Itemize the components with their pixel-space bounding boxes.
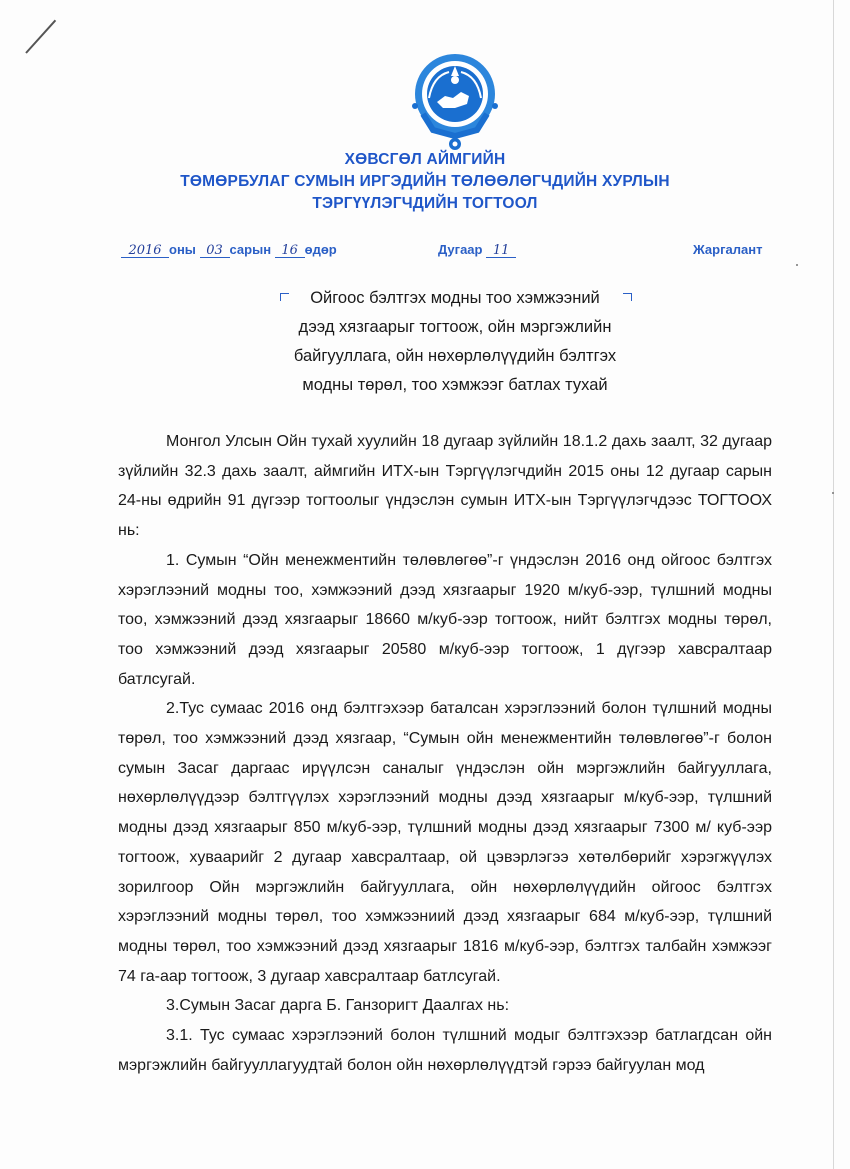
- header-line-aimag: ХӨВСГӨЛ АЙМГИЙН: [344, 151, 506, 168]
- speck: [796, 264, 798, 266]
- number-field: [438, 242, 516, 258]
- year-label: оны: [169, 242, 196, 257]
- resolution-subject: [275, 284, 635, 400]
- preamble-paragraph: Монгол Улсын Ойн тухай хуулийн 18 дугаар зүйлийн 18.1.2 дахь заалт, 32 дугаар зүйлийн 32.3 дахь заалт, аймгийн ИТХ-ын Тэргүүлэгчдийн 2015 оны 12 дугаар сарын 24-ны өдрийн 91 дүгээр тогтоолыг үндэслэн сумын ИТХ-ын Тэргүүлэгчдээс ТОГТООХ нь:: [118, 433, 772, 540]
- subject-line: Ойгоос бэлтгэх модны тоо хэмжээний: [310, 289, 600, 307]
- clause-2-paragraph: 2.Тус сумаас 2016 онд бэлтгэхээр баталсан хэрэглээний болон түлшний модны төрөл, тоо хэмжээний дээд хязгаар, “Сумын ойн менежментийн төлөвлөгөө”-г болон сумын Засаг даргаас ирүүлсэн саналыг үндэслэн ойн мэргэжлийн байгууллага, нөхөрлөлүүдээр бэлтгүүлэх хэрэглээний модны дээд хязгаарыг м/куб-ээр, түлшний модны дээд хязгаарыг 850 м/куб-ээр, түлшний модны дээд хязгаарыг 7300 м/ куб-ээр тогтоож, хуваарийг 2 дугаар хавсралтаар, ой цэвэрлэгээ хөтөлбөрийг хэрэгжүүлэх зорилгоор Ойн мэргэжлийн байгууллага, ойн нөхөрлөлүүдийн ойгоос бэлтгэх хэрэглээний модны төрөл, тоо хэмжээниий дээд хязгаарыг 684 м/куб-ээр, түлшний модны төрөл, тоо хэмжээний дээд хязгаарыг 1816 м/куб-ээр, бэлтгэх талбайн хэмжээг 74 га-аар тогтоож, 3 дугаар хавсралтаар батлсугай.: [118, 700, 772, 985]
- speck: [832, 492, 834, 494]
- place-name: Жаргалант: [693, 242, 763, 257]
- clause-1-paragraph: 1. Сумын “Ойн менежментийн төлөвлөгөө”-г үндэслэн 2016 онд ойгоос бэлтгэх хэрэглээний модны тоо, хэмжээний дээд хязгаарыг 1920 м/куб-ээр, түлшний модны тоо, хэмжээний дээд хязгаарыг 18660 м/куб-ээр тогтоож, нийт бэлтгэх модны төрөл, тоо хэмжээний дээд хязгаарыг 20580 м/куб-ээр тогтоож, 1 дүгээр хавсралтаар батлсугай.: [118, 551, 772, 688]
- clause-3-1-paragraph: 3.1. Тус сумаас хэрэглээний болон түлшний модыг бэлтгэхээр батлагдсан ойн мэргэжлийн байгууллагуудтай болон ойн нөхөрлөлүүдтэй гэрээ байгуулан мод: [118, 1027, 772, 1074]
- date-field: [121, 242, 337, 258]
- subject-line: дээд хязгаарыг тогтоож, ойн мэргэжлийн: [298, 318, 612, 336]
- month-value: 03: [200, 244, 230, 258]
- subject-line: байгууллага, ойн нөхөрлөлүүдийн бэлтгэх: [293, 347, 617, 365]
- resolution-body: [118, 427, 772, 1080]
- month-label: сарын: [229, 242, 272, 257]
- clause-3-paragraph: 3.Сумын Засаг дарга Б. Ганзоригт Даалгах нь:: [166, 997, 510, 1015]
- subject-line: модны төрөл, тоо хэмжээг батлах тухай: [302, 376, 608, 394]
- pen-mark: [25, 20, 56, 54]
- mongolia-state-emblem-icon: [409, 52, 501, 152]
- header-line-council: ТӨМӨРБУЛАГ СУМЫН ИРГЭДИЙН ТӨЛӨӨЛӨГЧДИЙН ХУРЛЫН: [180, 173, 670, 190]
- day-value: 16: [275, 244, 305, 258]
- header-line-resolution: ТЭРГҮҮЛЭГЧДИЙН ТОГТООЛ: [312, 195, 538, 212]
- number-value: 11: [486, 244, 516, 258]
- day-label: өдөр: [304, 242, 337, 257]
- year-value: 2016: [121, 244, 169, 258]
- number-label: Дугаар: [438, 242, 483, 257]
